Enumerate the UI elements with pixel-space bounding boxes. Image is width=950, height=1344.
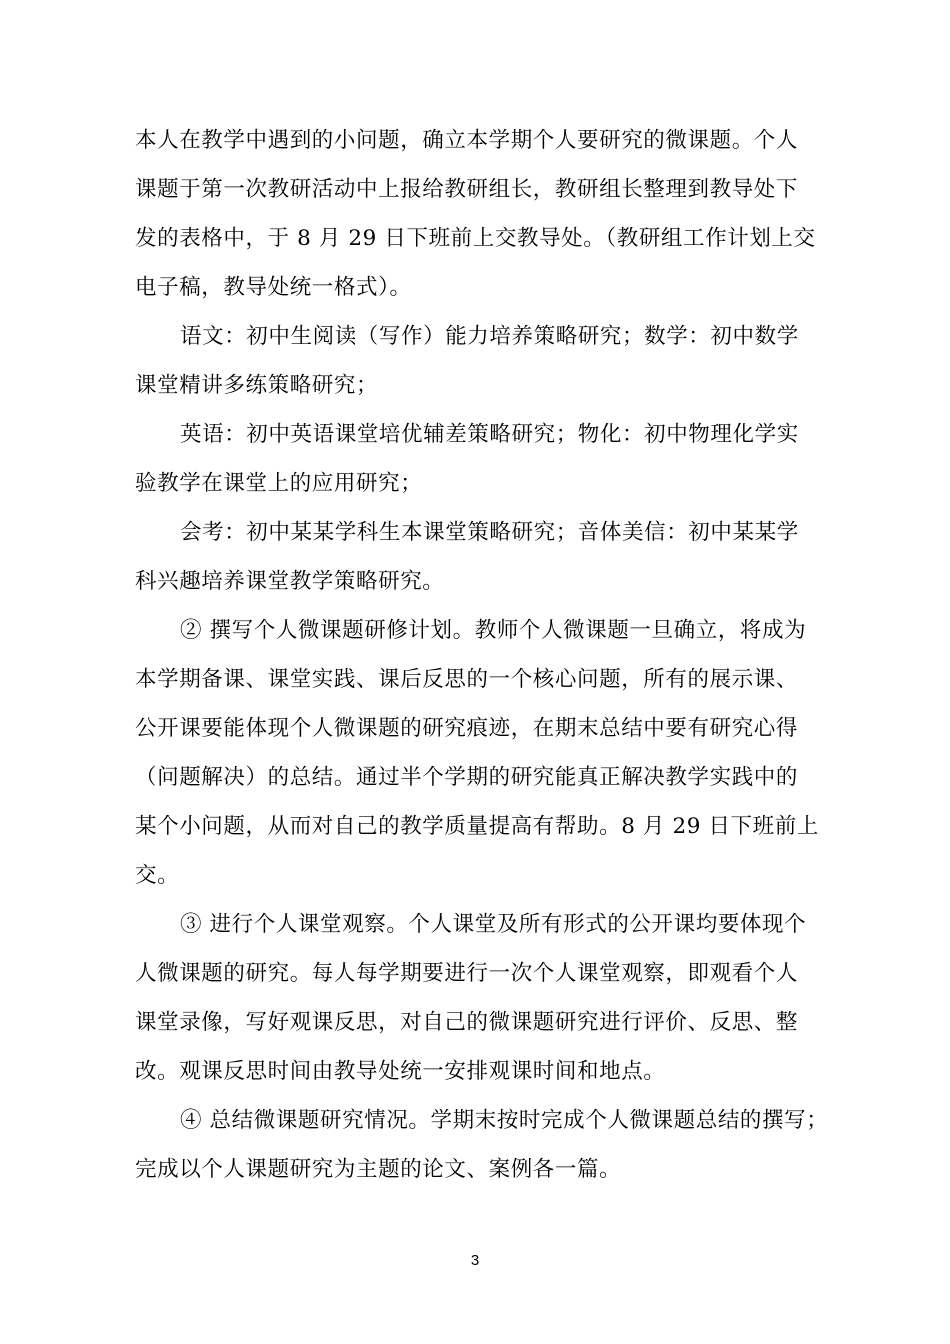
paragraph-line: 课堂精讲多练策略研究； (135, 373, 379, 398)
paragraph-line: ③ 进行个人课堂观察。个人课堂及所有形式的公开课均要体现个 (180, 912, 807, 937)
paragraph-line: 改。观课反思时间由教导处统一安排观课时间和地点。 (135, 1059, 666, 1084)
paragraph-line: 发的表格中，于 8 月 29 日下班前上交教导处。（教研组工作计划上交 (135, 226, 816, 251)
paragraph-line: 交。 (135, 863, 180, 888)
paragraph-line: 语文：初中生阅读（写作）能力培养策略研究；数学：初中数学 (180, 324, 799, 349)
paragraph-line: ④ 总结微课题研究情况。学期末按时完成个人微课题总结的撰写； (180, 1108, 829, 1133)
paragraph-line: 验教学在课堂上的应用研究； (135, 471, 423, 496)
body-text (135, 116, 829, 1194)
paragraph-line: 课题于第一次教研活动中上报给教研组长，教研组长整理到教导处下 (135, 177, 799, 202)
paragraph-line: 科兴趣培养课堂教学策略研究。 (135, 569, 445, 594)
paragraph-line: 公开课要能体现个人微课题的研究痕迹，在期末总结中要有研究心得 (135, 716, 799, 741)
paragraph-line: 电子稿，教导处统一格式）。 (135, 275, 412, 300)
paragraph-line: 课堂录像，写好观课反思，对自己的微课题研究进行评价、反思、整 (135, 1010, 799, 1035)
paragraph-line: 英语：初中英语课堂培优辅差策略研究；物化：初中物理化学实 (180, 422, 799, 447)
paragraph-line: 某个小问题，从而对自己的教学质量提高有帮助。8 月 29 日下班前上 (135, 814, 819, 839)
paragraph-line: 人微课题的研究。每人每学期要进行一次个人课堂观察，即观看个人 (135, 961, 799, 986)
paragraph-line: 完成以个人课题研究为主题的论文、案例各一篇。 (135, 1157, 622, 1182)
paragraph-line: 本学期备课、课堂实践、课后反思的一个核心问题，所有的展示课、 (135, 667, 799, 692)
page-number: 3 (470, 1252, 480, 1269)
paragraph-line: 会考：初中某某学科生本课堂策略研究；音体美信：初中某某学 (180, 520, 799, 545)
paragraph-line: ② 撰写个人微课题研修计划。教师个人微课题一旦确立，将成为 (180, 618, 807, 643)
paragraph-line: （问题解决）的总结。通过半个学期的研究能真正解决教学实践中的 (135, 765, 799, 790)
paragraph-line: 本人在教学中遇到的小问题，确立本学期个人要研究的微课题。个人 (135, 128, 799, 153)
